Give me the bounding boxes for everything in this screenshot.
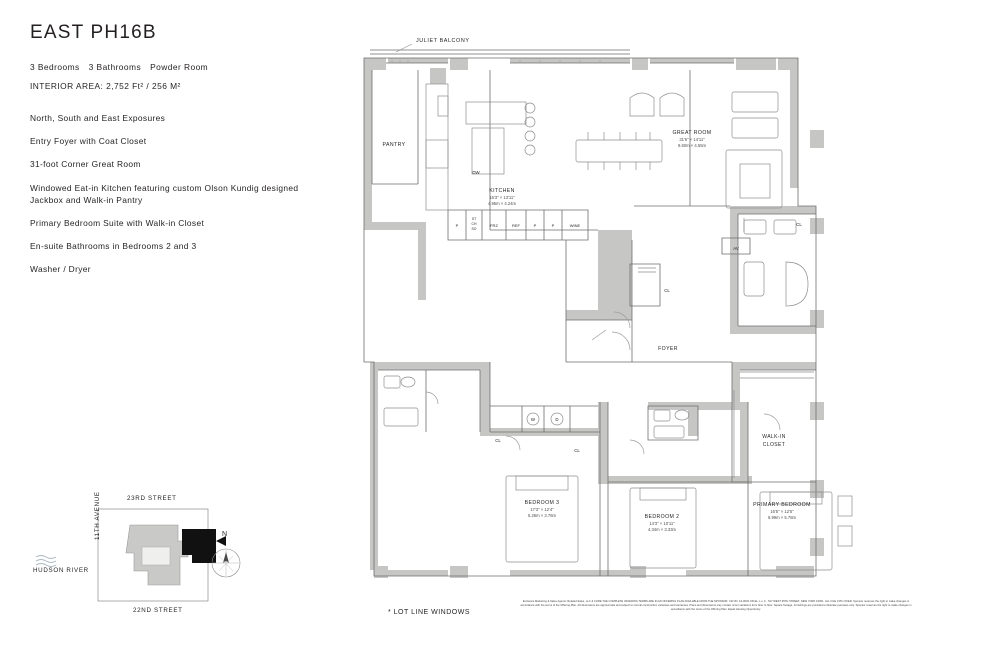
room-dims-great-room-m: 9.60m × 4.55m bbox=[677, 143, 707, 148]
unit-summary bbox=[30, 62, 330, 72]
balcony-leader-line bbox=[396, 44, 412, 52]
floor-plan bbox=[330, 10, 990, 630]
appliance-label-av: AV bbox=[733, 246, 739, 251]
page-title: EAST PH16B bbox=[30, 22, 157, 43]
jackbox-label: WINE bbox=[569, 223, 581, 228]
feature-item: Washer / Dryer bbox=[30, 264, 91, 275]
compass-icon bbox=[212, 549, 240, 577]
balcony-label: JULIET BALCONY bbox=[416, 38, 470, 44]
keymap-street-north: 23RD STREET bbox=[127, 495, 177, 502]
room-label-bedroom-3: BEDROOM 3 bbox=[524, 500, 560, 506]
bathroom-count: 3 Bathrooms bbox=[88, 62, 142, 72]
jackbox-label-so: SO bbox=[471, 227, 477, 231]
key-map-graphic bbox=[30, 495, 290, 625]
room-dims-great-room-ft: 31'6" × 14'11" bbox=[679, 137, 705, 142]
room-dims-primary-ft: 16'5" × 12'5" bbox=[770, 509, 794, 514]
keymap-north-marker: N bbox=[222, 531, 228, 538]
room-dims-bedroom-3-ft: 17'3" × 12'4" bbox=[530, 507, 554, 512]
jackbox-label: P bbox=[455, 223, 459, 228]
room-label-walkin-closet-line1: WALK-IN bbox=[762, 434, 786, 440]
feature-list bbox=[30, 112, 330, 276]
feature-item: North, South and East Exposures bbox=[30, 113, 166, 123]
room-label-great-room: GREAT ROOM bbox=[672, 130, 712, 136]
room-label-bedroom-2: BEDROOM 2 bbox=[644, 514, 680, 520]
water-waves-icon bbox=[36, 556, 56, 567]
appliance-label-dryer: D bbox=[555, 417, 559, 422]
closet-label: CL bbox=[796, 222, 802, 227]
keymap-street-south: 22ND STREET bbox=[133, 607, 183, 614]
jackbox-label-ch: CH bbox=[471, 222, 477, 226]
room-dims-bedroom-2-m: 4.34m × 3.33m bbox=[647, 527, 677, 532]
closet-label: CL bbox=[495, 438, 501, 443]
keymap-water-label: HUDSON RIVER bbox=[33, 567, 89, 574]
room-dims-kitchen-m: 4.95m × 4.24m bbox=[487, 201, 517, 206]
lot-line-note: * LOT LINE WINDOWS bbox=[388, 609, 470, 616]
feature-item: Primary Bedroom Suite with Walk-in Closet bbox=[30, 217, 205, 228]
jackbox-label-st: ST bbox=[471, 217, 477, 221]
feature-item: 31-foot Corner Great Room bbox=[30, 159, 141, 170]
feature-item: En-suite Bathrooms in Bedrooms 2 and 3 bbox=[30, 241, 197, 252]
appliance-label-washer: W bbox=[530, 417, 536, 422]
key-map bbox=[30, 491, 290, 625]
powder-room: Powder Room bbox=[150, 62, 209, 72]
interior-area: INTERIOR AREA: 2,752 Ft² / 256 M² bbox=[30, 81, 181, 91]
room-label-foyer: FOYER bbox=[658, 346, 678, 352]
jackbox-label: P bbox=[533, 223, 537, 228]
room-label-walkin-closet-line2: CLOSET bbox=[762, 442, 786, 448]
room-dims-bedroom-3-m: 5.26m × 3.76m bbox=[527, 513, 557, 518]
plan-walls bbox=[364, 58, 824, 578]
jackbox-label: FRZ bbox=[490, 223, 498, 228]
room-label-pantry: PANTRY bbox=[382, 142, 406, 148]
unit-info-panel bbox=[30, 22, 330, 287]
room-dims-kitchen-ft: 16'3" × 13'11" bbox=[489, 195, 515, 200]
floor-plan-graphic bbox=[330, 10, 990, 630]
room-label-primary-bedroom: PRIMARY BEDROOM bbox=[753, 502, 811, 508]
jackbox-label: P bbox=[551, 223, 555, 228]
closet-label: CL bbox=[664, 288, 670, 293]
room-dims-primary-m: 6.99m × 5.78m bbox=[767, 515, 797, 520]
appliance-label-dishwasher: DW bbox=[472, 170, 480, 175]
bedroom-count: 3 Bedrooms bbox=[30, 62, 80, 72]
closet-label: CL bbox=[574, 448, 580, 453]
legal-disclaimer: Exclusive Marketing & Sales Agents: Related Sales, LLC & CORE THE COMPLETE OFFERING TERMS ARE IN AN OFFERING PLAN AVAILABLE FROM THE SPONSOR. CD NO. 19-0003 OR EL, L.L.C., 517 WEST 35TH STREET, NEW YORK 10001. ALL FILE 13TH OVER. Sponsor reserves the right to make changes in accordance with the terms of the Offering Plan. All dimensions are approximate and subject to normal construction variances and tolerances. Plans and dimensions may contain minor variations from floor to floor. Square footage, furnishings are provided to illustrate purposes only. Sponsor reserves the right to make changes in accordance with the terms of the Offering Plan. Equal Housing Opportunity. bbox=[520, 600, 912, 611]
jackbox-label: REF bbox=[512, 223, 520, 228]
room-dims-bedroom-2-ft: 14'3" × 10'11" bbox=[649, 521, 675, 526]
keymap-avenue: 11TH AVENUE bbox=[94, 491, 101, 540]
room-label-kitchen: KITCHEN bbox=[489, 188, 515, 194]
feature-item: Windowed Eat-in Kitchen featuring custom Olson Kundig designed Jackbox and Walk-in Pantry bbox=[30, 182, 299, 205]
feature-item: Entry Foyer with Coat Closet bbox=[30, 136, 147, 147]
